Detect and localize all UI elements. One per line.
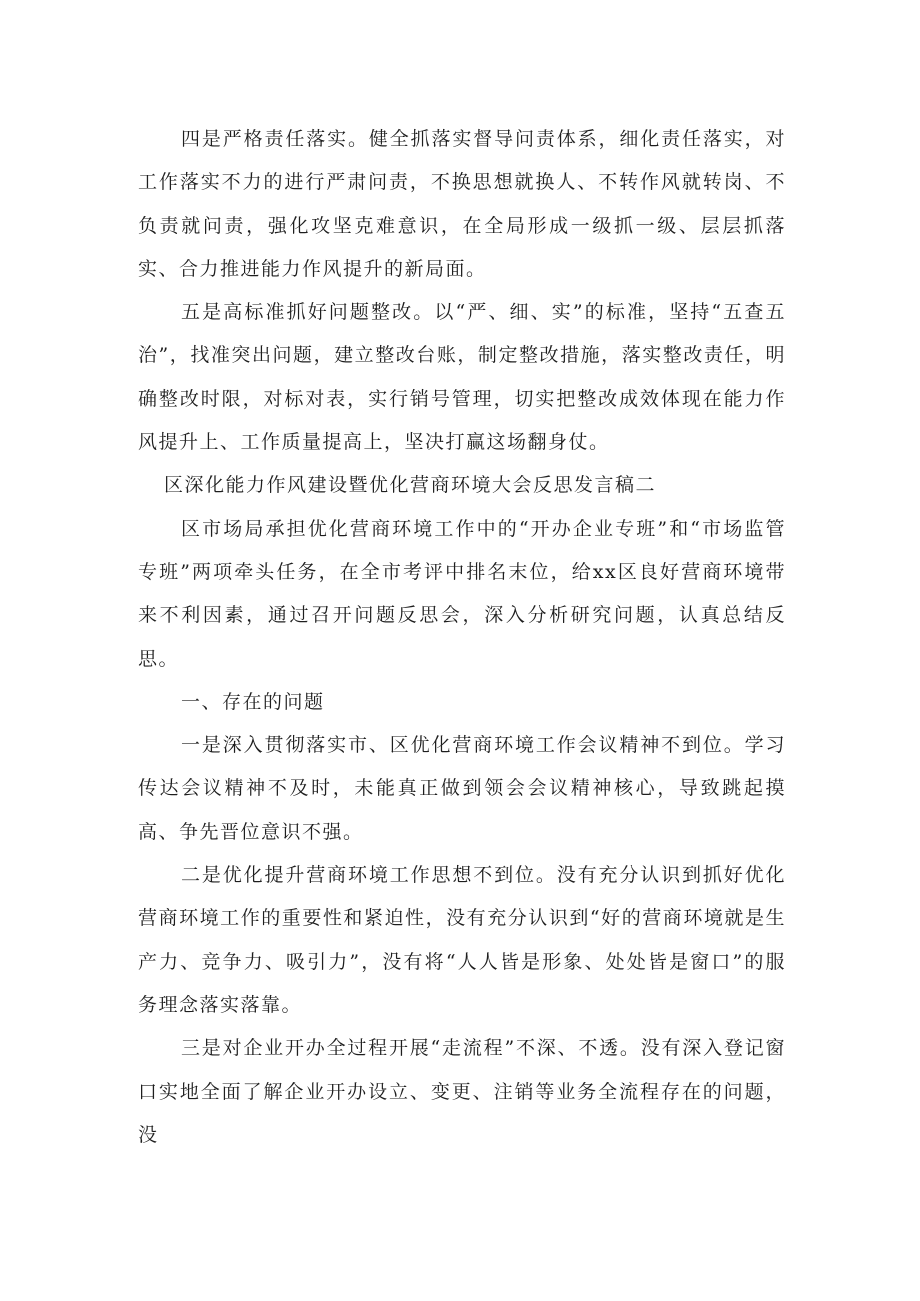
document-body: [138, 118, 786, 1157]
paragraph-intro: 区市场局承担优化营商环境工作中的“开办企业专班”和“市场监管专班”两项牵头任务，在全市考评中排名末位，给xx区良好营商环境带来不利因素，通过召开问题反思会，深入分析研究问题，认真总结反思。: [138, 517, 786, 670]
subheading-problems: 一、存在的问题: [181, 690, 325, 713]
paragraph-problem-1: 一是深入贯彻落实市、区优化营商环境工作会议精神不到位。学习传达会议精神不及时，未能真正做到领会会议精神核心，导致跳起摸高、争先晋位意识不强。: [138, 734, 786, 843]
paragraph-problem-3: 三是对企业开办全过程开展“走流程”不深、不透。没有深入登记窗口实地全面了解企业开办设立、变更、注销等业务全流程存在的问题，没: [138, 1037, 786, 1146]
paragraph-rectification: 五是高标准抓好问题整改。以“严、细、实”的标准，坚持“五查五治”，找准突出问题，建立整改台账，制定整改措施，落实整改责任，明确整改时限，对标对表，实行销号管理，切实把整改成效体现在能力作风提升上、工作质量提高上，坚决打赢这场翻身仗。: [138, 301, 786, 454]
section-title: 区深化能力作风建设暨优化营商环境大会反思发言稿二: [164, 474, 657, 497]
paragraph-problem-2: 二是优化提升营商环境工作思想不到位。没有充分认识到抓好优化营商环境工作的重要性和紧迫性，没有充分认识到“好的营商环境就是生产力、竞争力、吸引力”，没有将“人人皆是形象、处处皆是窗口”的服务理念落实落靠。: [138, 864, 786, 1016]
paragraph-responsibility: 四是严格责任落实。健全抓落实督导问责体系，细化责任落实，对工作落实不力的进行严肃问责，不换思想就换人、不转作风就转岗、不负责就问责，强化攻坚克难意识，在全局形成一级抓一级、层层抓落实、合力推进能力作风提升的新局面。: [138, 128, 786, 280]
